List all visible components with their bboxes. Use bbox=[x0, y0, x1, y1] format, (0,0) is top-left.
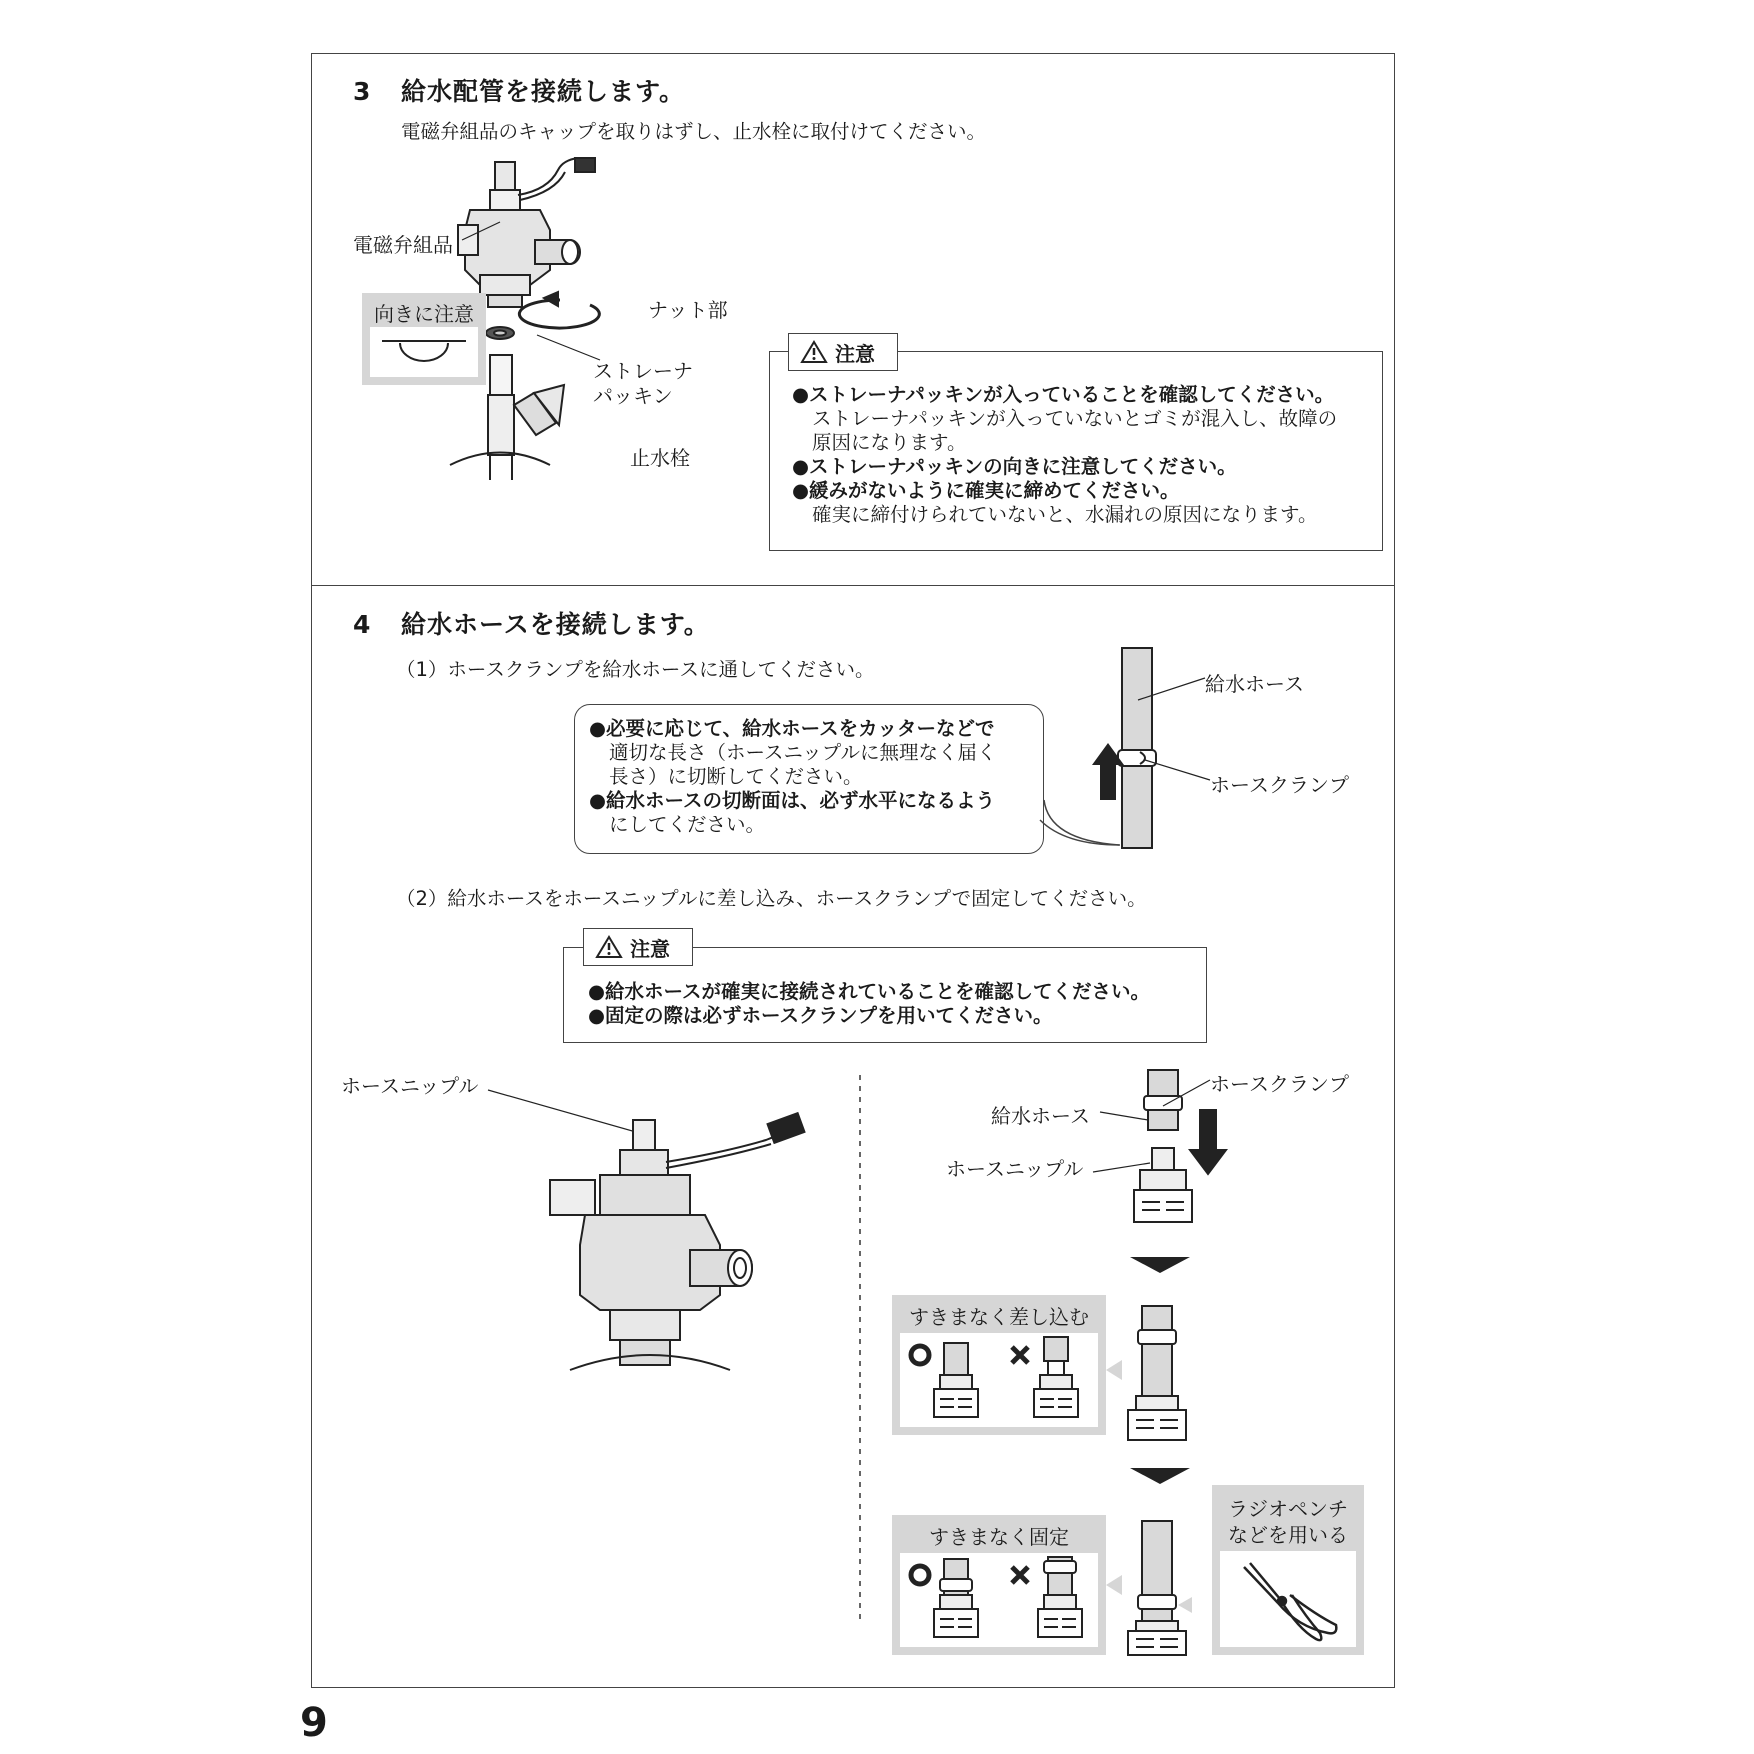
pliers-panel bbox=[1212, 1485, 1364, 1655]
clamp-label: ホースクランプ bbox=[1210, 773, 1349, 797]
note-line: ●給水ホースの切断面は、必ず水平になるよう bbox=[589, 789, 996, 812]
strainer-label-line2: パッキン bbox=[593, 384, 673, 408]
down-arrow-2 bbox=[1130, 1468, 1190, 1484]
fixed-hose-illustration bbox=[1106, 1515, 1196, 1655]
clamp-label-right: ホースクランプ bbox=[1210, 1072, 1349, 1096]
pliers-label-line1: ラジオペンチ bbox=[1228, 1497, 1348, 1521]
valve-label: 電磁弁組品 bbox=[353, 233, 453, 257]
caution-line: ストレーナパッキンが入っていないとゴミが混入し、故障の bbox=[812, 407, 1338, 430]
page-number: 9 bbox=[300, 1700, 328, 1746]
caution-line: ●給水ホースが確実に接続されていることを確認してください。 bbox=[588, 980, 1151, 1003]
insert-fully-panel bbox=[892, 1295, 1106, 1435]
step3-instruction: 電磁弁組品のキャップを取りはずし、止水栓に取付けてください。 bbox=[401, 120, 987, 143]
step3-number: 3 bbox=[353, 77, 372, 106]
down-arrow-1 bbox=[1130, 1257, 1190, 1273]
caution-line: ●ストレーナパッキンが入っていることを確認してください。 bbox=[792, 383, 1335, 406]
step3-title: 給水配管を接続します。 bbox=[401, 77, 686, 106]
pliers-label-line2: などを用いる bbox=[1228, 1523, 1348, 1547]
orientation-note-label: 向きに注意 bbox=[374, 302, 474, 326]
step4-sub2: （2）給水ホースをホースニップルに差し込み、ホースクランプで固定してください。 bbox=[396, 887, 1147, 910]
nipple-label-right: ホースニップル bbox=[946, 1157, 1084, 1181]
nipple-label-left: ホースニップル bbox=[341, 1074, 479, 1098]
step3-caution-title: 注意 bbox=[835, 341, 875, 366]
caution-line: ●緩みがないように確実に締めてください。 bbox=[792, 479, 1180, 502]
nut-label: ナット部 bbox=[648, 298, 728, 322]
pliers-icon bbox=[1220, 1551, 1356, 1647]
note-line: ●必要に応じて、給水ホースをカッターなどで bbox=[589, 717, 995, 740]
step4-title: 給水ホースを接続します。 bbox=[401, 610, 710, 639]
caution-line: 原因になります。 bbox=[812, 431, 967, 454]
insert-fully-label: すきまなく差し込む bbox=[909, 1305, 1089, 1329]
note-line: にしてください。 bbox=[609, 813, 766, 836]
step4-caution-title: 注意 bbox=[630, 936, 670, 961]
step4-number: 4 bbox=[353, 610, 372, 639]
caution-line: ●ストレーナパッキンの向きに注意してください。 bbox=[792, 455, 1237, 478]
fix-fully-diagram bbox=[900, 1553, 1098, 1647]
caution-line: ●固定の際は必ずホースクランプを用いてください。 bbox=[588, 1004, 1053, 1027]
insert-fully-diagram bbox=[900, 1333, 1098, 1427]
inserted-hose-illustration bbox=[1106, 1300, 1196, 1440]
fix-fully-label: すきまなく固定 bbox=[929, 1525, 1069, 1549]
stopcock-label: 止水栓 bbox=[630, 446, 690, 470]
pliers-diagram bbox=[1220, 1551, 1356, 1647]
step4-sub1: （1）ホースクランプを給水ホースに通してください。 bbox=[396, 658, 875, 681]
note-line: 適切な長さ（ホースニップルに無理なく届く bbox=[609, 741, 997, 764]
hose-label-right: 給水ホース bbox=[991, 1104, 1090, 1128]
hose-label: 給水ホース bbox=[1205, 672, 1304, 696]
caution-line: 確実に締付けられていないと、水漏れの原因になります。 bbox=[812, 503, 1318, 526]
fix-fully-panel bbox=[892, 1515, 1106, 1655]
note-line: 長さ）に切断してください。 bbox=[609, 765, 863, 788]
strainer-label-line1: ストレーナ bbox=[593, 359, 693, 383]
